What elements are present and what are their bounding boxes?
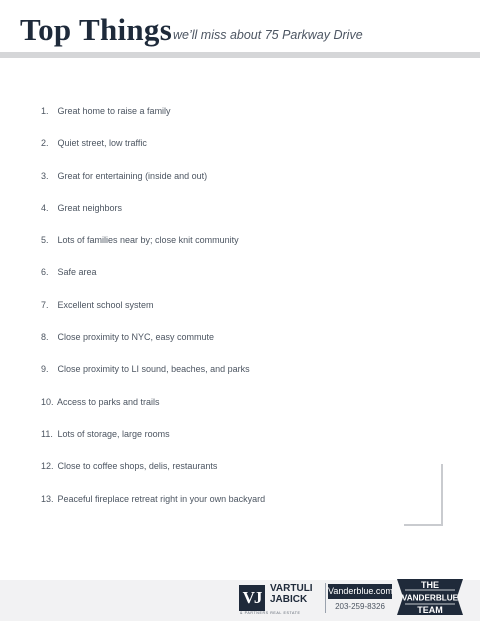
item-number: 9. [41, 364, 49, 375]
item-text: Close proximity to NYC, easy commute [57, 332, 215, 343]
website-link[interactable]: Vanderblue.com [328, 584, 392, 599]
list-item [41, 492, 265, 524]
item-text: Quiet street, low traffic [57, 138, 147, 149]
item-number: 10. [41, 396, 54, 407]
page-title: Top Things [20, 12, 173, 47]
item-number: 1. [41, 106, 49, 116]
item-text: Great home to raise a family [57, 106, 171, 116]
item-number: 12. [41, 461, 54, 472]
item-number: 2. [41, 138, 49, 149]
item-text: Close proximity to LI sound, beaches, and parks [57, 364, 250, 375]
page-subtitle: we’ll miss about 75 Parkway Drive [173, 28, 363, 42]
badge-text-the: THE [421, 580, 439, 590]
list-item [41, 136, 265, 168]
item-number: 7. [41, 299, 49, 310]
item-text: Great neighbors [57, 202, 123, 213]
list-item [41, 330, 265, 362]
badge-text-team: TEAM [417, 605, 443, 615]
footer-divider [325, 583, 326, 613]
item-text: Lots of families near by; close knit community [57, 235, 239, 246]
badge-text-vanderblue: VANDERBLUE [401, 593, 459, 603]
item-number: 6. [41, 267, 49, 278]
item-text: Safe area [57, 267, 97, 278]
item-number: 8. [41, 332, 49, 343]
list-item [41, 201, 265, 233]
item-number: 4. [41, 202, 49, 213]
item-text: Great for entertaining (inside and out) [57, 170, 208, 181]
item-text: Excellent school system [57, 299, 154, 310]
item-number: 5. [41, 235, 49, 246]
top-things-list [41, 104, 265, 524]
vanderblue-team-badge [395, 575, 465, 619]
list-item [41, 427, 265, 459]
header-rule [0, 52, 480, 58]
list-item [41, 104, 265, 136]
vartuli-jabick-logo-mark: VJ [239, 585, 265, 611]
brand-subline: & PARTNERS REAL ESTATE [240, 611, 301, 615]
list-item [41, 169, 265, 201]
list-item [41, 459, 265, 491]
header [0, 0, 480, 60]
item-text: Lots of storage, large rooms [57, 428, 170, 439]
item-text: Close to coffee shops, delis, restaurants [57, 461, 218, 472]
corner-bracket-decoration [404, 464, 443, 526]
brand-line-2: JABICK [270, 594, 308, 605]
item-number: 13. [41, 493, 54, 504]
item-text: Access to parks and trails [57, 396, 160, 407]
item-number: 3. [41, 170, 49, 181]
item-number: 11. [41, 428, 53, 439]
list-item [41, 395, 265, 427]
list-item [41, 233, 265, 265]
vartuli-jabick-logo-text [270, 583, 313, 605]
phone-number: 203-259-8326 [335, 602, 385, 611]
item-text: Peaceful fireplace retreat right in your own backyard [57, 493, 266, 504]
list-item [41, 298, 265, 330]
list-item [41, 362, 265, 394]
list-item [41, 265, 265, 297]
brand-line-1: VARTULI [270, 583, 313, 594]
